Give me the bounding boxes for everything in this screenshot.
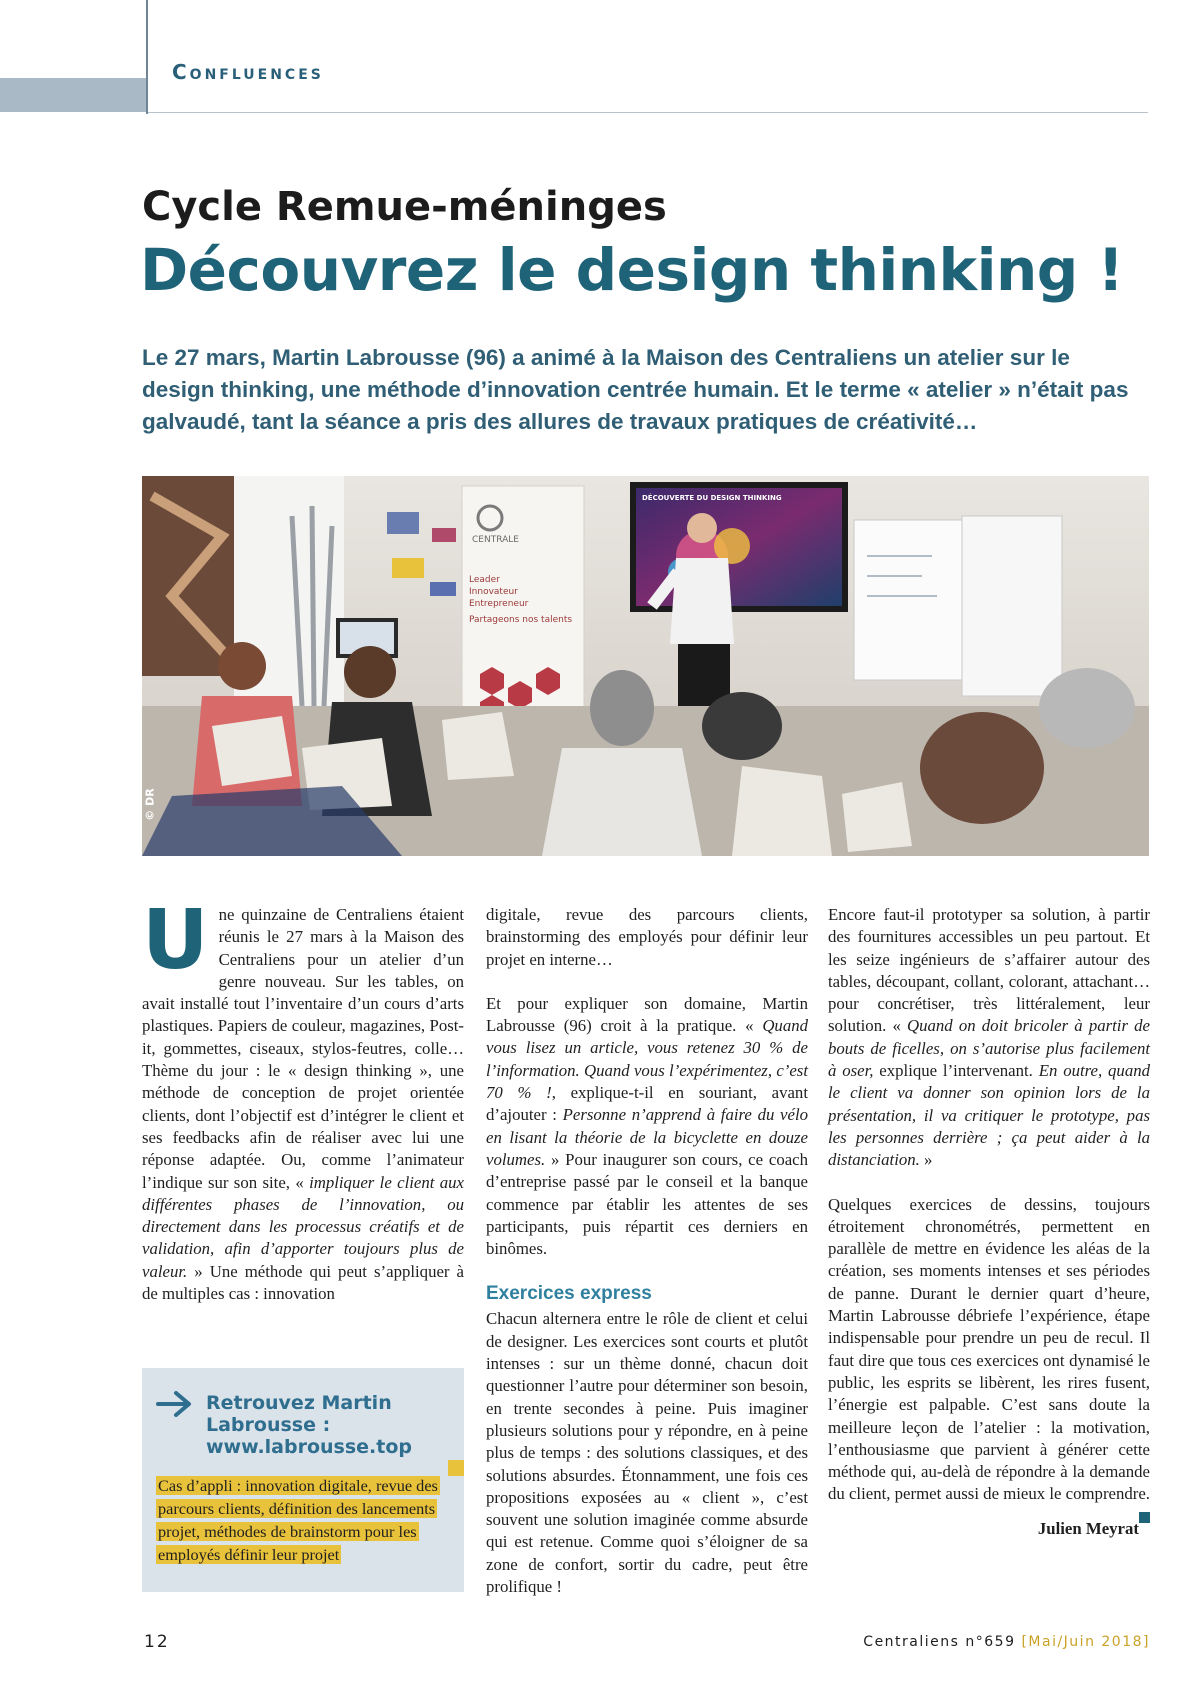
drop-cap: U bbox=[142, 893, 209, 988]
body-text: Quelques exercices de dessins, toujours étroitement chronométrés, permettent en parallèle de mettre en évidence les aléas de la création, ses moments intenses et ses périodes de panne. Durant le dernier quart d’heure, Martin Labrousse débriefe l’expérience, étape indispensable pour prendre un peu de recul. Il faut dire que tous ces exercices ont dynamisé le public, les esprits se libèrent, les rires fusent, l’énergie est palpable. C’est sans doute la meilleure leçon de l’atelier : la motivation, l’enthousiasme que parvient à générer cette méthode qui, au-delà de répondre à la demande du client, permet aussi de mieux le comprendre. bbox=[828, 1194, 1150, 1504]
wall-sticker bbox=[387, 512, 419, 534]
body-text: explique l’intervenant. bbox=[873, 1061, 1039, 1081]
wall-sticker bbox=[392, 558, 424, 578]
body-text: » bbox=[919, 1150, 933, 1170]
body-text: » Une méthode qui peut s’appliquer à de multiples cas : innovation bbox=[142, 1261, 464, 1304]
body-text: » Pour inaugurer son cours, ce coach d’entreprise passé par le conseil et la banque commence par établir les attentes de ses participants, puis répartit ces derniers en binômes. bbox=[486, 1149, 808, 1259]
highlighted-text: Cas d’appli : innovation digitale, revue des parcours clients, définition des lancements projet, méthodes de brainstorm pour les employés définir leur projet bbox=[158, 1476, 438, 1564]
body-paragraph bbox=[142, 893, 464, 1305]
body-quote: Personne n’apprend à faire du vélo en lisant la théorie de la bicyclette en douze volumes. bbox=[486, 1105, 809, 1169]
body-quote: En outre, quand le client va donner son opinion lors de la présentation, il va critiquer le prototype, pas les personnes derrière ; ça peut aider à la distanciation. bbox=[828, 1061, 1150, 1170]
body-quote: Quand on doit bricoler à partir de bouts de ficelles, on s’autorise plus facilement à oser, bbox=[828, 1016, 1151, 1081]
whiteboard-icon bbox=[854, 520, 964, 680]
rollup-line: Entrepreneur bbox=[469, 599, 529, 609]
article-column-2 bbox=[486, 904, 808, 1620]
body-paragraph: digitale, revue des parcours clients, brainstorming des employés pour définir leur projet en interne… bbox=[486, 905, 808, 969]
article-kicker: Cycle Remue-méninges bbox=[142, 184, 667, 230]
issue-date: [Mai/Juin 2018] bbox=[1021, 1634, 1150, 1650]
body-quote: impliquer le client aux différentes phases de l’innovation, ou directement dans les processus créatifs et de validation, afin d’apporter toujours plus de valeur. bbox=[142, 1172, 464, 1281]
author-signature: Julien Meyrat bbox=[1037, 1518, 1139, 1538]
photo-credit: © DR bbox=[143, 788, 157, 821]
body-text: ne quinzaine de Centraliens étaient réunis le 27 mars à la Maison des Centraliens pour un atelier d’un genre nouveau. Sur les tables, on avait installé tout l’inventaire d’un cours d’arts plastiques. Papiers de couleur, magazines, Post-it, gommettes, ciseaux, stylos-feutres, colle… Thème du jour : le « design thinking », une méthode de conception de projet orientée clients, dont l’objectif est d’intégrer le client et ses feedbacks afin de réaliser avec lui une réponse adaptée. Ou, comme l’animateur l’indique sur son site, « bbox=[142, 905, 464, 1192]
section-subheading: Exercices express bbox=[486, 1283, 652, 1305]
body-quote: Quand vous lisez un article, vous retenez 30 % de l’information. Quand vous l’expérimentez, c’est 70 % ! bbox=[486, 1016, 808, 1103]
body-paragraph bbox=[828, 904, 1150, 1172]
article-title: Découvrez le design thinking ! bbox=[140, 236, 1124, 304]
workshop-photo-illustration bbox=[142, 476, 1149, 856]
header-vertical-rule bbox=[146, 0, 148, 114]
article-lead: Le 27 mars, Martin Labrousse (96) a animé à la Maison des Centraliens un atelier sur le design thinking, une méthode d’innovation centrée humain. Et le terme « atelier » n’était pas galvaudé, tant la séance a pris des allures de travaux pratiques de créativité… bbox=[142, 345, 1129, 434]
wall-sticker bbox=[432, 528, 456, 542]
end-of-article-mark bbox=[1139, 1512, 1150, 1523]
article-photo bbox=[142, 476, 1149, 856]
body-text: Encore faut-il prototyper sa solution, à partir des fournitures accessibles un peu partout. Et les seize ingénieurs de s’affairer autour des tables, découpant, collant, colorant, attachant… pour concrétiser, très littéralement, leur solution. « bbox=[828, 905, 1150, 1036]
body-paragraph bbox=[486, 993, 808, 1261]
sidebar-box bbox=[142, 1368, 464, 1592]
magazine-name: Centraliens n°659 bbox=[863, 1634, 1016, 1650]
body-text: Et pour expliquer son domaine, Martin Labrousse (96) croit à la pratique. « bbox=[486, 993, 808, 1036]
page-number: 12 bbox=[144, 1632, 170, 1652]
rubric-label: Confluences bbox=[172, 60, 324, 84]
body-paragraph bbox=[828, 1194, 1150, 1506]
rollup-line: Leader bbox=[469, 575, 500, 585]
rollup-line: Partageons nos talents bbox=[469, 615, 573, 625]
rollup-brand: CENTRALE bbox=[472, 535, 519, 545]
sidebar-title: Retrouvez Martin Labrousse : www.labrousse.top bbox=[206, 1392, 413, 1458]
screen-title: DÉCOUVERTE DU DESIGN THINKING bbox=[642, 494, 782, 502]
wall-sticker bbox=[430, 582, 456, 596]
rollup-line: Innovateur bbox=[469, 587, 518, 597]
body-paragraph: Chacun alternera entre le rôle de client et celui de designer. Les exercices sont courts et plutôt intenses : sur un thème donné, chacun doit questionner l’autre pour déterminer son besoin, en trente secondes à peine. Puis imaginer plusieurs solutions pour y répondre, en à peine plus de temps : des solutions classiques, et des solutions absurdes. Étonnamment, une fois ces propositions exposées au « client », c’est souvent une solution imaginée comme absurde qui est retenue. Comme quoi s’éloigner de sa zone de confort, sortir du cadre, peut être prolifique ! bbox=[486, 1309, 808, 1597]
footer-magazine bbox=[863, 1634, 1150, 1650]
article-column-1 bbox=[142, 893, 464, 1327]
header-color-bar bbox=[0, 78, 146, 112]
header-horizontal-rule bbox=[148, 112, 1148, 113]
body-text: , explique-t-il en souriant, avant d’ajouter : bbox=[486, 1083, 808, 1125]
sidebar-highlight bbox=[156, 1474, 456, 1566]
article-column-3 bbox=[828, 904, 1150, 1540]
arrow-right-icon bbox=[156, 1390, 194, 1418]
